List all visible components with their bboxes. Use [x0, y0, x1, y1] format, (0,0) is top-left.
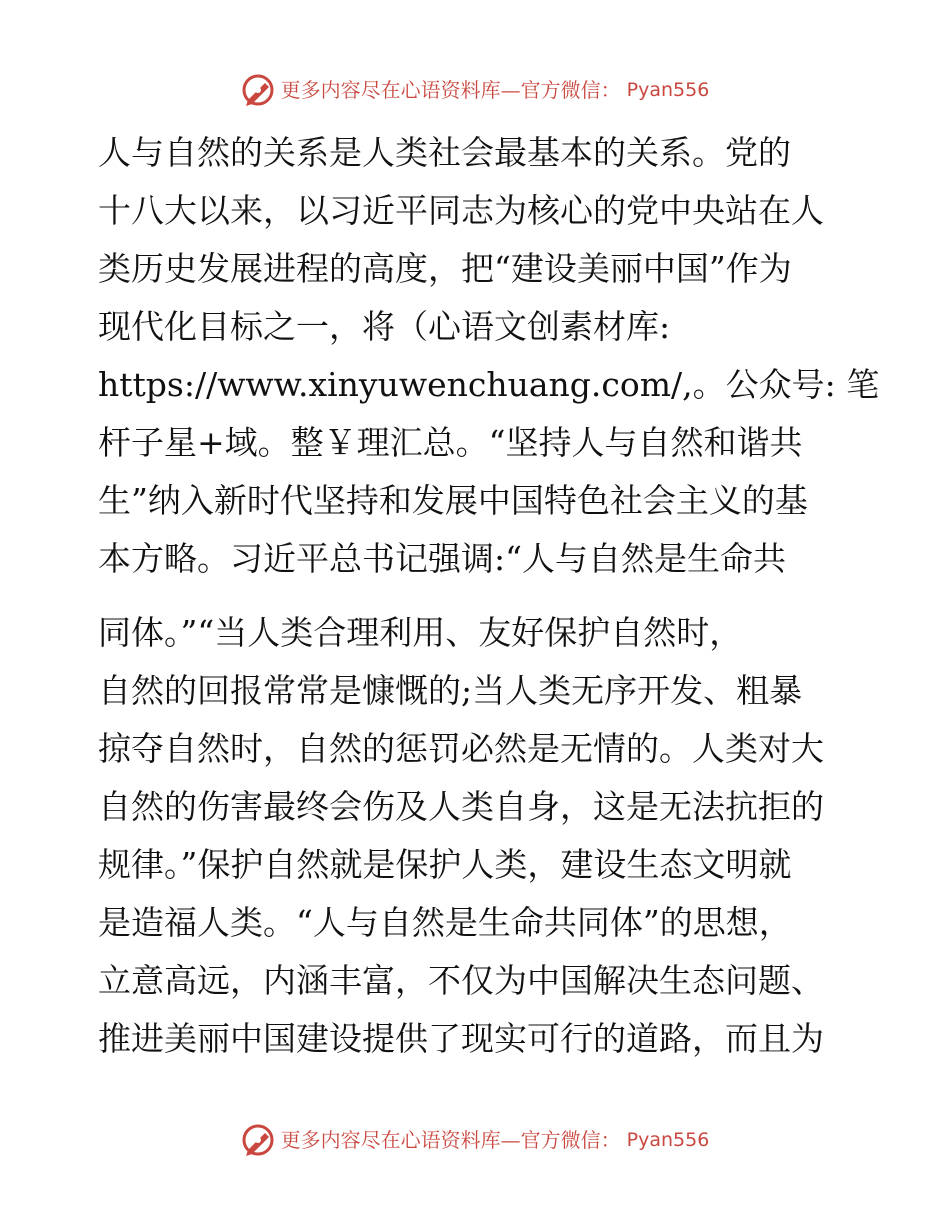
- text-line: 自然的回报常常是慷慨的;当人类无序开发、粗暴: [98, 671, 803, 710]
- text-line: 人与自然的关系是人类社会最基本的关系。党的: [98, 133, 791, 172]
- paragraph-gap: [98, 588, 858, 604]
- banner-wechat-id: Pyan556: [626, 1128, 710, 1151]
- text-line: 规律。”保护自然就是保护人类，建设生态文明就: [98, 845, 792, 884]
- text-line: 本方略。习近平总书记强调:“人与自然是生命共: [98, 539, 786, 578]
- pen-logo-icon: [241, 73, 275, 107]
- text-line: 生”纳入新时代坚持和发展中国特色社会主义的基: [98, 481, 808, 520]
- text-line: 同体。”“当人类合理利用、友好保护自然时，: [98, 613, 743, 652]
- text-line: 立意高远，内涵丰富，不仅为中国解决生态问题、: [98, 961, 824, 1000]
- paragraph: [98, 604, 858, 1068]
- text-line: 是造福人类。“人与自然是生命共同体”的思想，: [98, 903, 792, 942]
- banner-wechat-id: Pyan556: [626, 78, 710, 101]
- text-line: 类历史发展进程的高度，把“建设美丽中国”作为: [98, 249, 792, 288]
- text-line: https://www.xinyuwenchuang.com/,。公众号: 笔: [98, 365, 880, 404]
- banner-content: [241, 1123, 710, 1157]
- text-line: 十八大以来，以习近平同志为核心的党中央站在人: [98, 191, 824, 230]
- banner-content: [241, 73, 710, 107]
- text-line: 掠夺自然时，自然的惩罚必然是无情的。人类对大: [98, 729, 824, 768]
- document-body: [98, 124, 880, 1068]
- text-line: 现代化目标之一，将（心语文创素材库:: [98, 307, 671, 346]
- pen-logo-icon: [241, 1123, 275, 1157]
- header-banner: [0, 70, 950, 110]
- banner-text: 更多内容尽在心语资料库—官方微信：: [280, 1128, 621, 1152]
- paragraph: [98, 124, 880, 588]
- text-line: 推进美丽中国建设提供了现实可行的道路，而且为: [98, 1019, 824, 1058]
- footer-banner: [0, 1120, 950, 1160]
- banner-text: 更多内容尽在心语资料库—官方微信：: [280, 78, 621, 102]
- text-line: 自然的伤害最终会伤及人类自身，这是无法抗拒的: [98, 787, 824, 826]
- text-line: 杆子星+域。整￥理汇总。“坚持人与自然和谐共: [98, 423, 803, 462]
